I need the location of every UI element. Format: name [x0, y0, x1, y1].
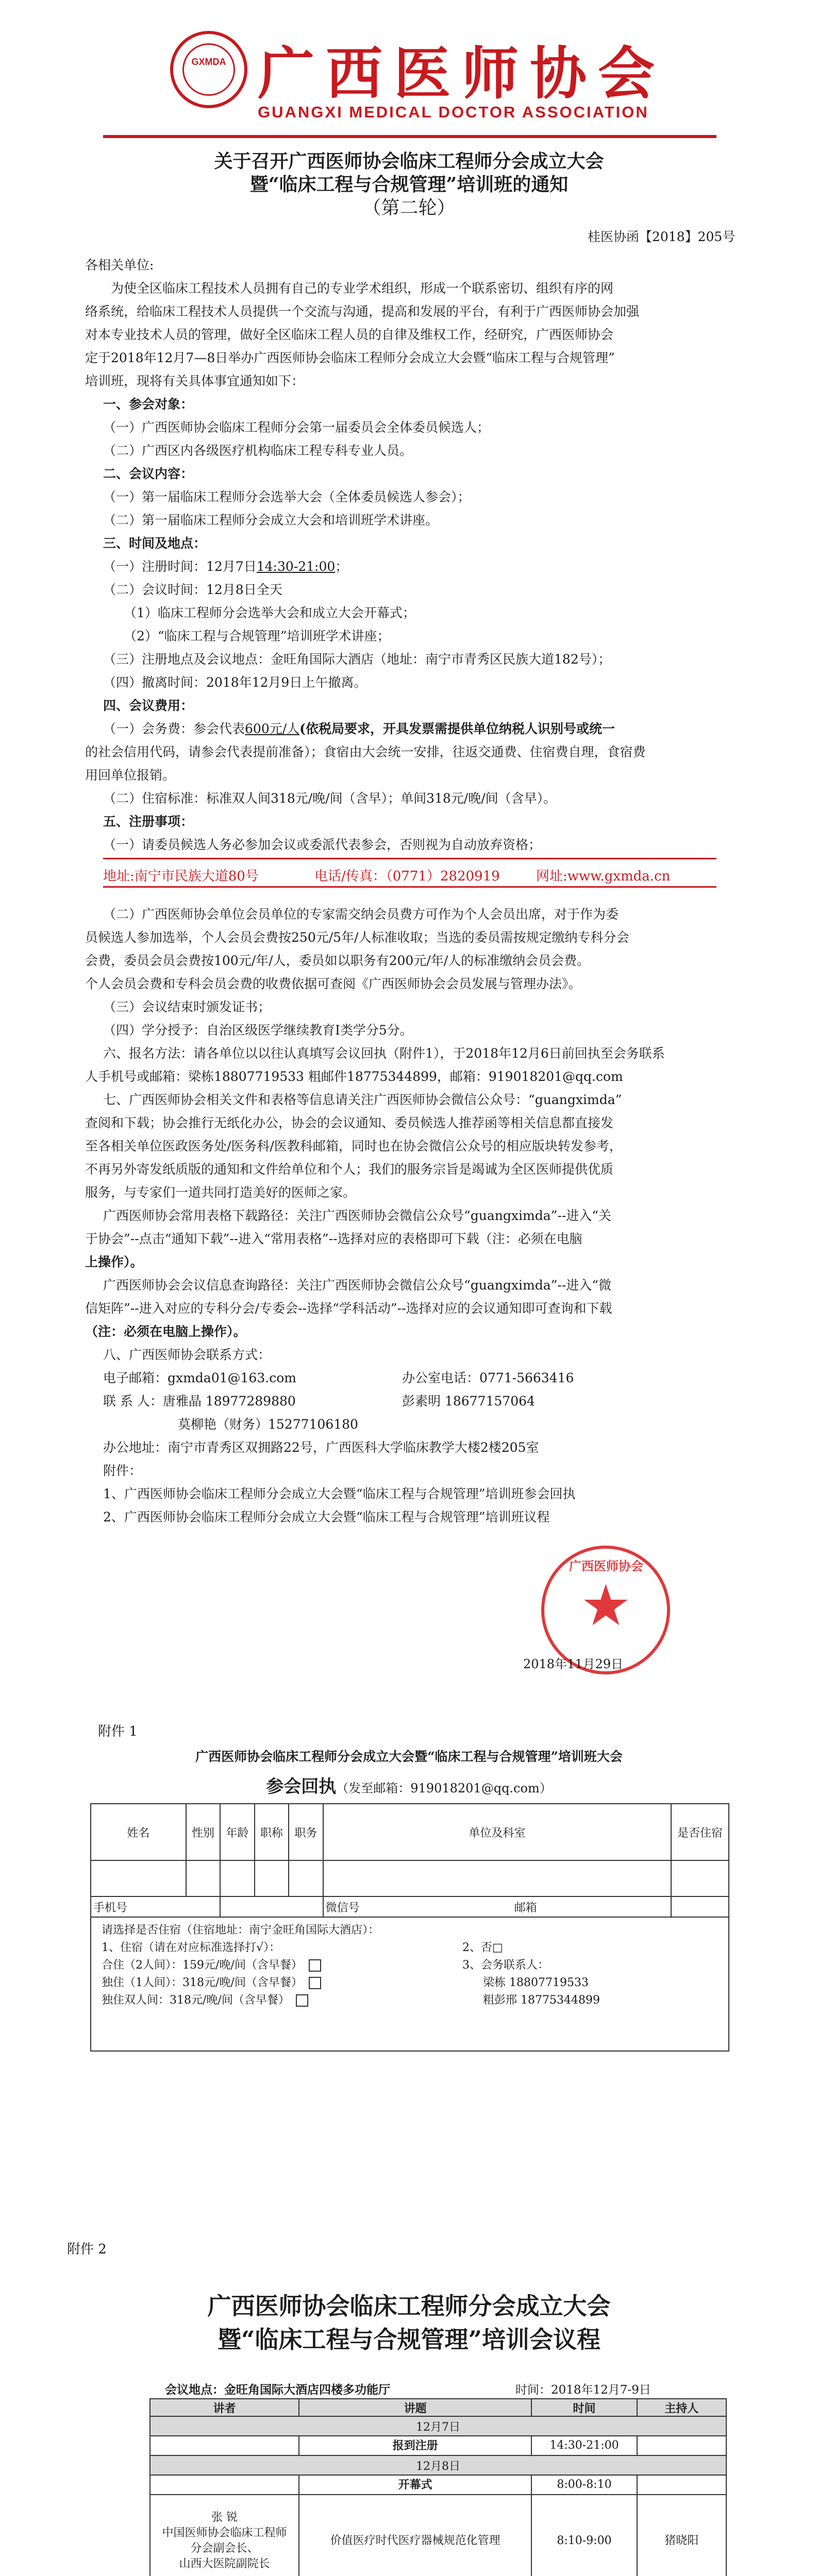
footer-website: 网址:www.gxmda.cn — [536, 869, 671, 884]
contact-person: 粗彭邢 18775344899 — [483, 1994, 600, 2007]
header-lodging: 是否住宿 — [671, 1804, 729, 1860]
membership-line: 个人会员会费和专科会员会费的收费依据可查阅《广西医师协会会员发展与管理办法》。 — [85, 976, 581, 991]
agenda-venue: 会议地点：金旺角国际大酒店四楼多功能厅 — [165, 2383, 390, 2397]
section-subitem: （1）临床工程师分会选举大会和成立大会开幕式； — [124, 605, 415, 620]
wechat-info: 不再另外寄发纸质版的通知和文件给单位和个人；我们的服务宗旨是竭诚为全区医师提供优质 — [85, 1162, 614, 1177]
greeting: 各相关单位: — [85, 258, 154, 273]
cell-position[interactable] — [289, 1860, 323, 1896]
section-item: （四）学分授予：自治区级医学继续教育I类学分5分。 — [103, 1023, 413, 1038]
agenda-time: 14:30-21:00 — [531, 2436, 637, 2455]
room-checkbox[interactable] — [309, 1959, 321, 1972]
agenda-row — [150, 2495, 726, 2576]
attachment1-subtitle — [0, 1772, 818, 1798]
intro-line: 培训班，现将有关具体事宜通知如下： — [85, 374, 305, 388]
section-item: （二）第一届临床工程师分会成立大会和培训班学术讲座。 — [103, 513, 439, 528]
lodging-row — [102, 1939, 718, 1957]
attachments-heading: 附件： — [103, 1463, 142, 1478]
section-heading: 三、时间及地点： — [103, 536, 207, 551]
intro-line: 络系统，给临床工程技术人员提供一个交流与沟通，提高和发展的平台，有利于广西医师协会加强 — [85, 304, 640, 319]
room-option: 独住（1人间）：318元/晚/间（含早餐） — [102, 1976, 303, 1989]
agenda-table — [149, 2398, 727, 2576]
section-heading: 二、会议内容： — [103, 466, 194, 481]
star-icon: ★ — [580, 1572, 631, 1638]
section-item: （一）第一届临床工程师分会选举大会（全体委员候选人参会）； — [103, 489, 471, 504]
agenda-row — [150, 2475, 726, 2495]
registration-time — [103, 559, 747, 574]
office-phone: 办公室电话：0771-5663416 — [402, 1370, 574, 1385]
section-item: （三）注册地点及会议地点：金旺角国际大酒店（地址：南宁市青秀区民族大道182号）； — [103, 652, 611, 667]
fee-note: (依税局要求，开具发票需提供单位纳税人识别号或统一 — [299, 721, 615, 736]
membership-line: 员候选人参加选举，个人会员会费按250元/5年/人标准收取；当选的委员需按规定缴纳专科分会 — [85, 930, 629, 945]
contact-person: 联 系 人：唐雅晶 18977289880 — [103, 1394, 296, 1409]
receipt-title: 参会回执 — [266, 1776, 337, 1797]
section-subitem: （2）“临床工程与合规管理”培训班学术讲座； — [124, 629, 390, 643]
download-path: 上操作）。 — [85, 1255, 143, 1269]
section-item: （二）会议时间：12月8日全天 — [103, 582, 282, 597]
email-label: 邮箱 — [514, 1901, 537, 1914]
wechat-cell — [323, 1896, 671, 1917]
section-item: （二）广西区内各级医疗机构临床工程专科专业人员。 — [103, 443, 413, 458]
wechat-info: 查阅和下载；协会推行无纸化办公，协会的会议通知、委员候选人推荐函等相关信息都直接发 — [85, 1115, 614, 1130]
org-english-name: GUANGXI MEDICAL DOCTOR ASSOCIATION — [258, 103, 649, 121]
agenda-row — [150, 2436, 726, 2455]
wechat-info: 至各相关单位医政医务处/医务科/医教科邮箱，同时也在协会微信公众号的相应版块转发参考， — [85, 1139, 622, 1154]
receipt-table — [90, 1803, 729, 2052]
agenda-host — [637, 2475, 726, 2495]
contact-person: 莫柳艳（财务）15277106180 — [178, 1417, 358, 1432]
meeting-query-path: （注：必须在电脑上操作）。 — [85, 1324, 246, 1339]
registration-time-label: （一）注册时间：12月7日 — [103, 559, 257, 574]
lodging-yes: 1、住宿（请在对应标准选择打√）： — [102, 1941, 281, 1954]
header-age: 年龄 — [220, 1804, 255, 1860]
wechat-info: 服务，与专家们一道共同打造美好的医师之家。 — [85, 1185, 356, 1200]
section-item: （一）广西医师协会临床工程师分会第一届委员会全体委员候选人； — [103, 420, 490, 435]
fee-label: （一）会务费：参会代表 — [103, 721, 245, 736]
agenda-header-topic: 讲题 — [299, 2399, 531, 2416]
agenda-header-host: 主持人 — [637, 2399, 726, 2416]
document-number: 桂医协函【2018】205号 — [588, 229, 736, 244]
section-item: （三）会议结束时颁发证书； — [103, 999, 271, 1014]
room-row — [102, 1974, 718, 1992]
header-gender: 性别 — [186, 1804, 221, 1860]
agenda-day: 12月7日 — [150, 2416, 726, 2436]
intro-line: 对本专业技术人员的管理，做好全区临床工程人员的自律及维权工作，经研究，广西医师协会 — [85, 327, 614, 342]
room-checkbox[interactable] — [296, 1994, 308, 2007]
phone-label: 手机号 — [91, 1896, 220, 1917]
agenda-host — [637, 2436, 726, 2455]
footer-address: 地址:南宁市民族大道80号 — [103, 869, 259, 884]
download-path: 于协会”--点击“通知下载”--进入“常用表格”--选择对应的表格即可下载（注：必须在电脑 — [85, 1231, 582, 1246]
cell-title[interactable] — [255, 1860, 289, 1896]
membership-line: （二）广西医师协会单位会员单位的专家需交纳会员费方可作为个人会员出席，对于作为委 — [103, 907, 619, 922]
registration-time-value: 14:30-21:00 — [256, 559, 336, 574]
contact-heading: 3、会务联系人： — [462, 1959, 549, 1972]
section-heading: 四、会议费用： — [103, 698, 194, 713]
agenda-speaker: 张 锐 中国医师协会临床工程师 分会副会长、 山西大医院副院长 — [150, 2495, 299, 2576]
wechat-label: 微信号 — [325, 1901, 360, 1914]
registration-method: 六、报名方法：请各单位以以往认真填写会议回执（附件1），于2018年12月6日前回执至会务联系 — [103, 1046, 665, 1061]
agenda-header-speaker: 讲者 — [150, 2399, 299, 2416]
logo — [170, 31, 247, 108]
red-divider — [103, 858, 716, 859]
meeting-query-path: 广西医师协会会议信息查询路径：关注广西医师协会微信公众号“guangximda”--进入“微 — [103, 1278, 612, 1293]
agenda-time: 8:00-8:10 — [531, 2475, 637, 2495]
fee-line — [103, 721, 722, 737]
notice-title-line2: 暨“临床工程与合规管理”培训班的通知 — [249, 174, 569, 195]
fee-line-2: 的社会信用代码，请参会代表提前准备）；食宿由大会统一安排，往返交通费、住宿费自理，食宿费 — [85, 744, 646, 759]
header-divider — [103, 135, 716, 138]
room-option: 独住双人间：318元/晚/间（含早餐） — [102, 1994, 290, 2007]
section-heading: 一、参会对象： — [103, 397, 194, 412]
attachment-item: 1、广西医师协会临床工程师分会成立大会暨“临床工程与合规管理”培训班参会回执 — [103, 1486, 576, 1501]
notice-title-line3: （第二轮） — [362, 197, 456, 218]
section-item: （四）撤离时间：2018年12月9日上午撤离。 — [103, 675, 367, 690]
lodging-standard: （二）住宿标准：标准双人间318元/晚/间（含早）；单间318元/晚/间（含早）。 — [103, 791, 557, 806]
notice-title-line1: 关于召开广西医师协会临床工程师分会成立大会 — [214, 150, 604, 172]
agenda-title-line2: 暨“临床工程与合规管理”培训会议程 — [218, 2326, 600, 2353]
attachment1-label: 附件 1 — [98, 1724, 138, 1739]
seal-date: 2018年11月29日 — [523, 1657, 624, 1671]
fee-value: 600元/人 — [245, 721, 300, 736]
intro-line: 为使全区临床工程技术人员拥有自己的专业学术组织，形成一个联系密切、组织有序的网 — [111, 281, 614, 296]
red-divider — [103, 886, 716, 888]
agenda-title-line1: 广西医师协会临床工程师分会成立大会 — [207, 2292, 611, 2320]
contact-person: 彭素明 18677157064 — [402, 1394, 535, 1409]
lodging-no[interactable]: 2、否□ — [462, 1941, 503, 1954]
agenda-topic: 报到注册 — [299, 2436, 531, 2455]
membership-line: 会费，委员会员会费按100元/年/人，委员如以职务有200元/年/人的标准缴纳会员会费。 — [85, 953, 590, 968]
office-address: 办公地址：南宁市青秀区双拥路22号，广西医科大学临床教学大楼2楼205室 — [103, 1440, 539, 1455]
cell-name[interactable] — [91, 1860, 186, 1896]
agenda-speaker — [150, 2436, 299, 2455]
contact-heading: 八、广西医师协会联系方式： — [103, 1347, 271, 1362]
room-row — [102, 1957, 718, 1974]
header-name: 姓名 — [91, 1804, 186, 1860]
cell-email[interactable] — [671, 1896, 729, 1917]
download-path: 广西医师协会常用表格下载路径：关注广西医师协会微信公众号“guangximda”--进入“关 — [103, 1208, 612, 1223]
room-checkbox[interactable] — [309, 1977, 321, 1989]
receipt-email-note: （发至邮箱：919018201@qq.com） — [336, 1781, 552, 1795]
agenda-host: 猪晓阳 — [637, 2495, 726, 2576]
cell-age[interactable] — [220, 1860, 255, 1896]
cell-unit[interactable] — [323, 1860, 671, 1896]
footer-phone: 电话/传真：（0771）2820919 — [314, 869, 500, 884]
header-title: 职称 — [255, 1804, 289, 1860]
meeting-query-path: 信矩阵”--进入对应的专科分会/专委会--选择“学科活动”--选择对应的会议通知即可查询和下载 — [85, 1301, 612, 1316]
agenda-day: 12月8日 — [150, 2455, 726, 2475]
cell-gender[interactable] — [186, 1860, 221, 1896]
contact-person: 梁栋 18807719533 — [483, 1976, 589, 1989]
wechat-info: 七、广西医师协会相关文件和表格等信息请关注广西医师协会微信公众号：“guangximda” — [103, 1092, 622, 1107]
fee-line-3: 用回单位报销。 — [85, 768, 176, 783]
attachment-item: 2、广西医师协会临床工程师分会成立大会暨“临床工程与合规管理”培训班议程 — [103, 1510, 550, 1524]
agenda-row — [150, 2455, 726, 2475]
agenda-topic: 开幕式 — [299, 2475, 531, 2495]
agenda-topic: 价值医疗时代医疗器械规范化管理 — [299, 2495, 531, 2576]
attachment2-label: 附件 2 — [67, 2242, 107, 2257]
attachment1-title: 广西医师协会临床工程师分会成立大会暨“临床工程与合规管理”培训班大会 — [195, 1749, 623, 1764]
agenda-speaker — [150, 2475, 299, 2495]
registration-contact: 人手机号或邮箱：梁栋18807719533 粗邮件18775344899，邮箱：919018201@qq.com — [85, 1069, 623, 1084]
room-row — [102, 1992, 718, 2009]
logo-ring — [182, 43, 235, 96]
org-name: 广西医师协会 — [258, 40, 666, 107]
cell-lodging[interactable] — [671, 1860, 729, 1896]
header-unit: 单位及科室 — [323, 1804, 671, 1860]
logo-text: GXMDA — [191, 57, 226, 67]
intro-line: 定于2018年12月7—8日举办广西医师协会临床工程师分会成立大会暨“临床工程与合规管理” — [85, 350, 615, 365]
agenda-header-time: 时间 — [531, 2399, 637, 2416]
cell-phone[interactable] — [220, 1896, 323, 1917]
section-heading: 五、注册事项： — [103, 814, 194, 829]
agenda-time: 8:10-9:00 — [531, 2495, 637, 2576]
registration-time-end: ； — [335, 559, 348, 574]
lodging-prompt: 请选择是否住宿（住宿地址：南宁金旺角国际大酒店）： — [102, 1924, 380, 1937]
contact-email: 电子邮箱：gxmda01@163.com — [103, 1370, 296, 1385]
agenda-row — [150, 2416, 726, 2436]
agenda-date: 时间：2018年12月7-9日 — [515, 2383, 651, 2397]
seal-text: 广西医师协会 — [569, 1558, 643, 1573]
lodging-options — [91, 1917, 729, 2051]
room-option: 合住（2人间）：159元/晚/间（含早餐） — [102, 1959, 303, 1972]
header-position: 职务 — [289, 1804, 323, 1860]
section-item: （一）请委员候选人务必参加会议或委派代表参会，否则视为自动放弃资格； — [103, 837, 542, 852]
